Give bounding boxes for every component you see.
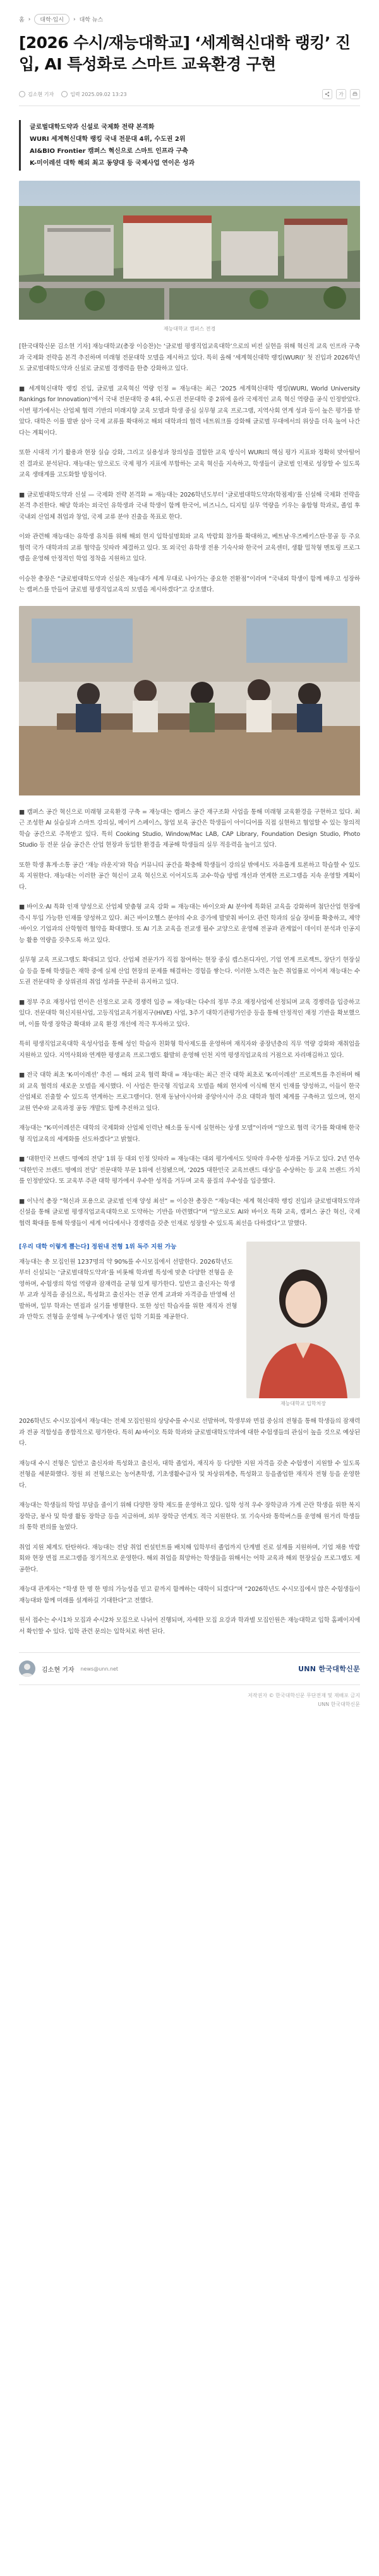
- portrait-photo: [246, 1242, 360, 1398]
- paragraph: 이와 관련해 재능대는 유학생 유치를 위해 해외 현지 입학설명회와 교육 박람회 참가를 확대하고, 베트남·우즈베키스탄·몽골 등 주요 협력 국가 대학과의 교류 협약을 잇따라 체결하고 있다. 또 외국인 유학생 전용 기숙사와 한국어 교육센터, 생활 밀착형 멘토링 프로그램을 운영해 안정적인 학업 정착을 지원하고 있다.: [19, 533, 360, 562]
- article-headline: [2026 수시/재능대학교] ‘세계혁신대학 랭킹’ 진입, AI 특성화로 스마트 교육환경 구현: [19, 33, 351, 73]
- author-footer: [19, 1652, 360, 1685]
- article-header: [0, 0, 379, 106]
- paragraph: ■ 정부 주요 재정사업 연이은 선정으로 교육 경쟁력 입증 = 재능대는 다수의 정부 주요 재정사업에 선정되며 교육 경쟁력을 입증하고 있다. 전문대학 혁신지원사업, 고등직업교육거점지구(HiVE) 사업, 3주기 대학기관평가인증 등을 통해 안정적인 재정 기반을 확보했으며, 이를 학생 장학금 확대와 교육 환경 개선에 적극 투자하고 있다.: [19, 998, 360, 1028]
- breadcrumb-section[interactable]: 대학·입시: [34, 14, 69, 25]
- paragraph: 또한 시대적 기기 활용과 현장 실습 강화, 그리고 실용성과 창의성을 결합한 교육 방식이 WURI의 핵심 평가 지표와 정확히 맞아떨어진 결과로 분석된다. 재능대는 앞으로도 국제 평가 지표에 부합하는 교육 혁신을 지속하고, 학생들이 글로벌 인재로 성장할 수 있도록 교육 생태계를 고도화할 방침이다.: [19, 449, 360, 478]
- breadcrumb: [19, 14, 360, 25]
- author-meta: [19, 91, 54, 98]
- paragraph: ■ 세계혁신대학 랭킹 진입, 글로벌 교육혁신 역량 인정 = 재능대는 최근 ‘2025 세계혁신대학 랭킹(WURI, World University Rankings for Innovation)’에서 국내 전문대학 중 4위, 수도권 전문대학 중 2위에 올라 국제적인 교육 혁신 역량을 공식 인정받았다. 이번 평가에서는 산업체 협력 기반의 미래지향 교육 모델과 학생 중심 실무형 교육 프로그램, 지역사회 연계 성과 등이 높은 평가를 받았다. 대학은 이를 발판 삼아 국제 교류를 확대하고 해외 대학과의 협력 네트워크를 강화해 글로벌 무대에서의 위상을 더욱 높여 나간다는 계획이다.: [19, 385, 360, 437]
- paragraph: 재능대 수시 전형은 일반고 출신자와 특성화고 출신자, 대학 졸업자, 재직자 등 다양한 지원 자격을 갖춘 수험생이 지원할 수 있도록 전형을 세분화했다. 정원 외 전형으로는 농어촌학생, 기초생활수급자 및 차상위계층, 특성화고 등을졸업한 재직자 전형 등을 운영한다.: [19, 1460, 360, 1489]
- chevron-right-icon: ›: [73, 16, 76, 23]
- admission-callout: [19, 1242, 360, 1407]
- summary-line: AI&BIO Frontier 캠퍼스 혁신으로 스마트 인프라 구축: [30, 148, 188, 155]
- breadcrumb-category[interactable]: 대학 뉴스: [79, 17, 104, 23]
- user-icon: [19, 91, 25, 97]
- summary-line: K-미이레션 대학 해외 최고 동양대 등 국제사업 연이은 성과: [30, 160, 195, 167]
- meta-info: [19, 91, 127, 98]
- author-name[interactable]: 김소현 기자: [28, 91, 54, 97]
- article-tools: [322, 89, 360, 99]
- avatar: [19, 1660, 35, 1677]
- paragraph: ■ 바이오·AI 특화 인재 양성으로 산업체 맞춤형 교육 강화 = 재능대는 바이오와 AI 분야에 특화된 교육을 강화하며 첨단산업 현장에 즉시 투입 가능한 인재를 양성하고 있다. 최근 바이오헬스 분야의 수요 증가에 발맞춰 바이오 관련 학과의 실습 장비를 확충하고, 제약·바이오 기업과의 산학협력 협약을 확대했다. 또 AI 기초 교육을 전교생 필수 교양으로 운영해 전공과 관계없이 데이터 분석과 인공지능 활용 역량을 갖추도록 하고 있다.: [19, 904, 360, 944]
- paragraph: ■ 캠퍼스 공간 혁신으로 미래형 교육환경 구축 = 재능대는 캠퍼스 공간 재구조화 사업을 통해 미래형 교육환경을 구현하고 있다. 최근 조성한 AI 실습실과 스마트 강의실, 메이커 스페이스, 창업 보육 공간은 학생들이 아이디어를 직접 실현하고 협업할 수 있는 창의적 학습 공간으로 주목받고 있다. 특히 Cooking Studio, Window/Mac LAB, CAP Library, Foundation Design Studio, Photo Studio 등 전문 실습 공간은 산업 현장과 동일한 환경을 제공해 학생들의 실무 적응력을 높이고 있다.: [19, 808, 360, 849]
- paragraph: 특히 평생직업교육대학 육성사업을 통해 성인 학습자 친화형 학사제도를 운영하며 재직자와 중장년층의 직무 역량 강화와 재취업을 지원하고 있다. 지역사회와 연계한 평생교육 프로그램도 활발히 운영해 인천 지역 평생직업교육의 거점으로 자리매김하고 있다.: [19, 1041, 360, 1059]
- paragraph: 또한 학생 휴게·소통 공간 ‘재능 라운지’와 학습 커뮤니티 공간을 확충해 학생들이 강의실 밖에서도 자유롭게 토론하고 학습할 수 있도록 지원한다. 재능대는 이러한 공간 혁신이 교육 혁신으로 이어지도록 교수·학습 방법 개선과 연계한 프로그램을 지속 운영할 계획이다.: [19, 861, 360, 891]
- byline-name[interactable]: 김소현 기자: [42, 1666, 75, 1674]
- students-photo: [19, 606, 360, 798]
- date-meta: [61, 91, 126, 98]
- byline: [19, 1660, 118, 1677]
- paragraph: 원서 접수는 수시1차 모집과 수시2차 모집으로 나뉘어 진행되며, 자세한 모집 요강과 학과별 모집인원은 재능대학교 입학 홈페이지에서 확인할 수 있다. 입학 관련 문의는 입학처로 하면 된다.: [19, 1617, 360, 1635]
- publisher-logo: UNN 한국대학신문: [298, 1665, 360, 1673]
- article-body: [0, 120, 379, 1709]
- callout-body: 재능대는 총 모집인원 1237명의 약 90%를 수시모집에서 선발한다. 2026학년도부터 신설되는 ‘글로벌대학도약과’를 비롯해 학과별 특성에 맞춘 다양한 전형을 운영하며, 수험생의 학업 역량과 잠재력을 균형 있게 평가한다. 일반고 출신자는 학생부 교과 성적을 중심으로, 특성화고 출신자는 전공 연계 교과와 자격증을 반영해 선발하며, 일부 학과는 면접과 실기를 병행한다. 또한 성인 학습자를 위한 재직자 전형과 만학도 전형을 운영해 누구에게나 열린 입학 기회를 제공한다.: [19, 1258, 238, 1321]
- paragraph: ■ 이낙석 총장 “혁신과 포용으로 글로벌 인재 양성 최선” = 이승찬 총장은 “재능대는 세계 혁신대학 랭킹 진입과 글로벌대학도약과 신설을 통해 글로벌 평생직업교육대학으로 도약하는 기반을 마련했다”며 “앞으로도 AI와 바이오 특화 교육, 캠퍼스 공간 혁신, 국제 협력 확대를 통해 학생들이 세계 어디에서나 경쟁력을 갖춘 인재로 성장할 수 있도록 최선을 다하겠다”고 말했다.: [19, 1197, 360, 1227]
- callout-text: [19, 1242, 238, 1407]
- byline-email[interactable]: news@unn.net: [80, 1666, 119, 1672]
- campus-photo: [19, 181, 360, 322]
- breadcrumb-home[interactable]: 홈: [19, 17, 25, 23]
- students-activity-image: [19, 606, 360, 795]
- portrait-figure: [246, 1242, 360, 1407]
- share-button[interactable]: [322, 89, 332, 99]
- callout-heading: [우리 대학 이렇게 뽑는다] 정원내 전형 1위 독주 지원 가능: [19, 1243, 177, 1250]
- print-icon: [352, 92, 358, 97]
- paragraph: 실무형 교육 프로그램도 확대되고 있다. 산업체 전문가가 직접 참여하는 현장 중심 캡스톤디자인, 기업 연계 프로젝트, 장단기 현장실습 등을 통해 학생들은 재학 중에 실제 산업 현장의 문제를 해결하는 경험을 쌓는다. 이러한 노력은 높은 취업률로 이어져 재능대는 수도권 전문대학 중 상위권의 취업 성과를 꾸준히 유지하고 있다.: [19, 957, 360, 986]
- article-meta: [19, 84, 360, 106]
- publish-date: 입력 2025.09.02 13:23: [70, 91, 127, 97]
- user-avatar-icon: [19, 1660, 35, 1677]
- clock-icon: [61, 91, 68, 97]
- chevron-right-icon: ›: [28, 16, 31, 23]
- share-icon: [325, 92, 330, 97]
- paragraph: 재능대는 “K-미이레션은 대학의 국제화와 산업체 인력난 해소를 동시에 실현하는 상생 모델”이라며 “앞으로 협력 국가를 확대해 한국형 직업교육의 세계화를 선도하겠다”고 밝혔다.: [19, 1125, 360, 1143]
- person-portrait-image: [246, 1242, 360, 1398]
- paragraph: 이승찬 총장은 “글로벌대학도약과 신설은 재능대가 세계 무대로 나아가는 중요한 전환점”이라며 “국내외 학생이 함께 배우고 성장하는 캠퍼스를 만들어 글로벌 평생직업교육의 모델을 제시하겠다”고 강조했다.: [19, 575, 360, 593]
- portrait-caption: 재능대학교 입학처장: [280, 1401, 327, 1406]
- paragraph: 취업 지원 체계도 탄탄하다. 재능대는 전담 취업 컨설턴트를 배치해 입학부터 졸업까지 단계별 진로 설계를 지원하며, 기업 채용 박람회와 현장 면접 프로그램을 정기적으로 운영한다. 해외 취업을 희망하는 학생들을 위해서는 어학 교육과 해외 현장실습 프로그램도 제공한다.: [19, 1544, 360, 1573]
- print-button[interactable]: [350, 89, 360, 99]
- summary-line: 글로벌대학도약과 신설로 국제화 전략 본격화: [30, 124, 155, 131]
- campus-aerial-image: [19, 181, 360, 320]
- paragraph: ■ 글로벌대학도약과 신설 — 국제화 전략 본격화 = 재능대는 2026학년도부터 ‘글로벌대학도약과(학점제)’를 신설해 국제화 전략을 본격 추진한다. 해당 학과는 외국인 유학생과 국내 학생이 함께 한국어, 비즈니스, 디지털 실무 역량을 키우는 융합형 학과로, 졸업 후 국내외 산업체 취업과 창업, 국제 교류 분야 진출을 목표로 한다.: [19, 491, 360, 521]
- copyright: [19, 1691, 360, 1709]
- article-summary: [19, 120, 360, 171]
- font-size-button[interactable]: 가: [336, 89, 346, 99]
- paragraph: 2026학년도 수시모집에서 재능대는 전체 모집인원의 상당수를 수시로 선발하며, 학생부와 면접 중심의 전형을 통해 학생들의 잠재력과 전공 적합성을 종합적으로 평가한다. 특히 AI·바이오 특화 학과와 글로벌대학도약과에 대한 수험생들의 관심이 높을 것으로 예상된다.: [19, 1418, 360, 1447]
- campus-photo-caption: 재능대학교 캠퍼스 전경: [163, 326, 216, 332]
- paragraph: ■ ‘대한민국 브랜드 명예의 전당’ 1위 등 대외 인정 잇따라 = 재능대는 대외 평가에서도 잇따라 우수한 성과를 거두고 있다. 2년 연속 ‘대한민국 브랜드 명예의 전당’ 전문대학 부문 1위에 선정됐으며, ‘2025 대한민국 교육브랜드 대상’을 수상하는 등 교육 브랜드 가치를 인정받았다. 또 교육부 주관 대학 평가에서 우수한 성적을 거두며 교육 품질의 우수성을 입증했다.: [19, 1156, 360, 1185]
- copyright-line: UNN 한국대학신문: [318, 1702, 360, 1707]
- paragraph: 재능대는 학생들의 학업 부담을 줄이기 위해 다양한 장학 제도를 운영하고 있다. 입학 성적 우수 장학금과 가계 곤란 학생을 위한 복지 장학금, 봉사 및 학생 활동 장학금 등을 지급하며, 외부 장학금 연계도 적극 지원한다. 또 기숙사와 통학버스를 운영해 원거리 학생들의 통학 편의를 높였다.: [19, 1502, 360, 1531]
- paragraph: 재능대 관계자는 “학생 한 명 한 명의 가능성을 믿고 끝까지 함께하는 대학이 되겠다”며 “2026학년도 수시모집에서 많은 수험생들이 재능대와 함께 미래를 설계하길 기대한다”고 전했다.: [19, 1586, 360, 1604]
- paragraph: ■ 전국 대학 최초 ‘K-미이레션’ 추진 — 해외 교육 협력 확대 = 재능대는 최근 전국 대학 최초로 ‘K-미이레션’ 프로젝트를 추진하며 해외 교육 협력의 새로운 모델을 제시했다. 이 사업은 한국형 직업교육 모델을 해외 현지에 이식해 현지 인재를 양성하고, 이들이 한국 산업체로 진출할 수 있도록 연계하는 프로그램이다. 현재 동남아시아와 중앙아시아 주요 대학과 협력 체계를 구축하고 있으며, 현지 교원 연수와 교육과정 공동 개발도 함께 추진하고 있다.: [19, 1072, 360, 1112]
- paragraph: [한국대학신문 김소현 기자] 재능대학교(총장 이승찬)는 ‘글로벌 평생직업교육대학’으로의 비전 실현을 위해 혁신적 교육 인프라 구축과 국제화 전략을 본격 추진하며 미래형 전문대학 모델을 제시하고 있다. 특히 올해 ‘세계혁신대학 랭킹(WURI)’ 첫 진입과 2026학년도 글로벌대학도약과 신설로 글로벌 경쟁력을 한층 강화하고 있다.: [19, 343, 360, 372]
- summary-line: WURI 세계혁신대학 랭킹 국내 전문대 4위, 수도권 2위: [30, 136, 186, 143]
- copyright-line: 저작권자 © 한국대학신문 무단전재 및 재배포 금지: [248, 1693, 360, 1698]
